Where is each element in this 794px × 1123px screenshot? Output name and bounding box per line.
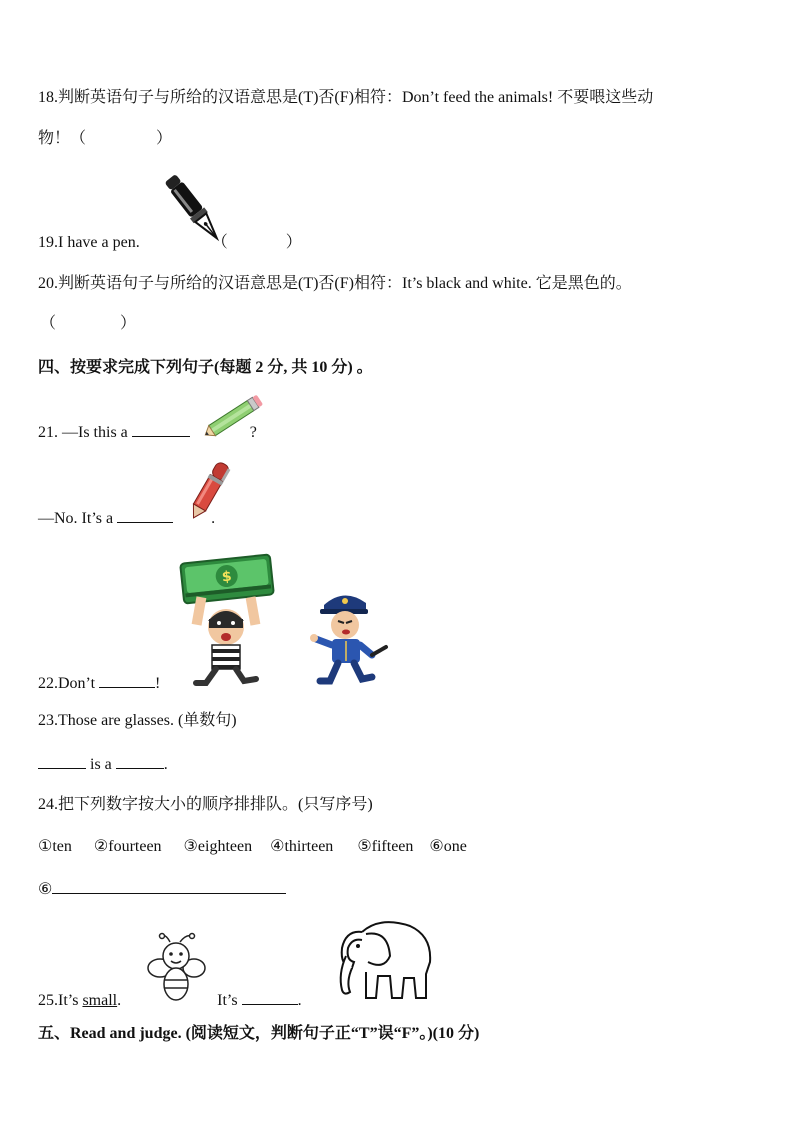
q22-line bbox=[38, 673, 160, 694]
q24-line1: 24.把下列数字按大小的顺序排排队。(只写序号) bbox=[38, 796, 373, 813]
q19-open: （ bbox=[211, 234, 228, 251]
q23-end: . bbox=[163, 756, 168, 773]
svg-text:$: $ bbox=[221, 568, 233, 586]
q20-line2 bbox=[40, 314, 136, 334]
q18-line2 bbox=[38, 129, 172, 149]
q24-item-3: ③eighteen bbox=[183, 838, 253, 855]
q23-blank-1[interactable] bbox=[38, 754, 86, 769]
q19-line bbox=[38, 233, 302, 253]
q25-period-2: . bbox=[297, 992, 302, 1009]
q22-suffix: ! bbox=[155, 675, 161, 692]
q20-open: （ bbox=[40, 315, 57, 332]
q19-close: ） bbox=[285, 234, 302, 251]
q21-answer bbox=[38, 508, 215, 529]
q24-items bbox=[38, 837, 467, 857]
q22-blank[interactable] bbox=[99, 673, 155, 688]
q25-second-prefix: It’s bbox=[217, 992, 238, 1009]
q22-prefix: 22.Don’t bbox=[38, 675, 96, 692]
q24-item-2: ②fourteen bbox=[93, 838, 162, 855]
q23-mid: is a bbox=[90, 756, 112, 773]
q25-blank[interactable] bbox=[242, 990, 298, 1005]
q23-line1: 23.Those are glasses. (单数句) bbox=[38, 712, 237, 729]
q23-line2 bbox=[38, 754, 168, 775]
q24-answer-blank[interactable] bbox=[52, 879, 286, 894]
q21-answer-prefix: —No. It’s a bbox=[38, 510, 114, 527]
q21-question-mark: ? bbox=[249, 424, 257, 441]
q25-prefix: 25.It’s bbox=[38, 992, 83, 1009]
q21-blank-2[interactable] bbox=[117, 508, 173, 523]
q19-text: 19.I have a pen. bbox=[38, 234, 140, 251]
q24-item-6: ⑥one bbox=[429, 838, 467, 855]
thief-with-money-icon bbox=[176, 549, 278, 694]
q18-close: ） bbox=[156, 130, 173, 147]
q21-question-prefix: 21. —Is this a bbox=[38, 424, 128, 441]
q23-blank-2[interactable] bbox=[116, 754, 164, 769]
police-officer-icon bbox=[308, 585, 394, 694]
q24-item-4: ④thirteen bbox=[270, 838, 334, 855]
q25-period-1: . bbox=[117, 992, 122, 1009]
q20-line1: 20.判断英语句子与所给的汉语意思是(T)否(F)相符：It’s black and white. 它是黑色的。 bbox=[38, 275, 632, 292]
q25-line bbox=[38, 990, 302, 1011]
q18-open: 物！（ bbox=[38, 130, 87, 147]
elephant-icon bbox=[332, 912, 434, 1009]
q24-answer-line bbox=[38, 879, 286, 900]
q24-item-5: ⑤fifteen bbox=[357, 838, 414, 855]
section4-title: 四、按要求完成下列句子(每题 2 分, 共 10 分) 。 bbox=[38, 359, 373, 376]
q24-answer-prefix: ⑥ bbox=[38, 881, 53, 898]
q20-close: ） bbox=[120, 315, 137, 332]
q21-question bbox=[38, 422, 257, 443]
q21-period: . bbox=[211, 510, 216, 527]
q25-underlined-word: small bbox=[82, 992, 118, 1009]
q18-line1: 18.判断英语句子与所给的汉语意思是(T)否(F)相符：Don’t feed the animals! 不要喂这些动 bbox=[38, 89, 654, 106]
q24-item-1: ①ten bbox=[38, 838, 72, 855]
q21-blank-1[interactable] bbox=[132, 422, 190, 437]
section5-title: 五、Read and judge. (阅读短文，判断句子正“T”误“F”。)(10 分) bbox=[38, 1025, 480, 1042]
